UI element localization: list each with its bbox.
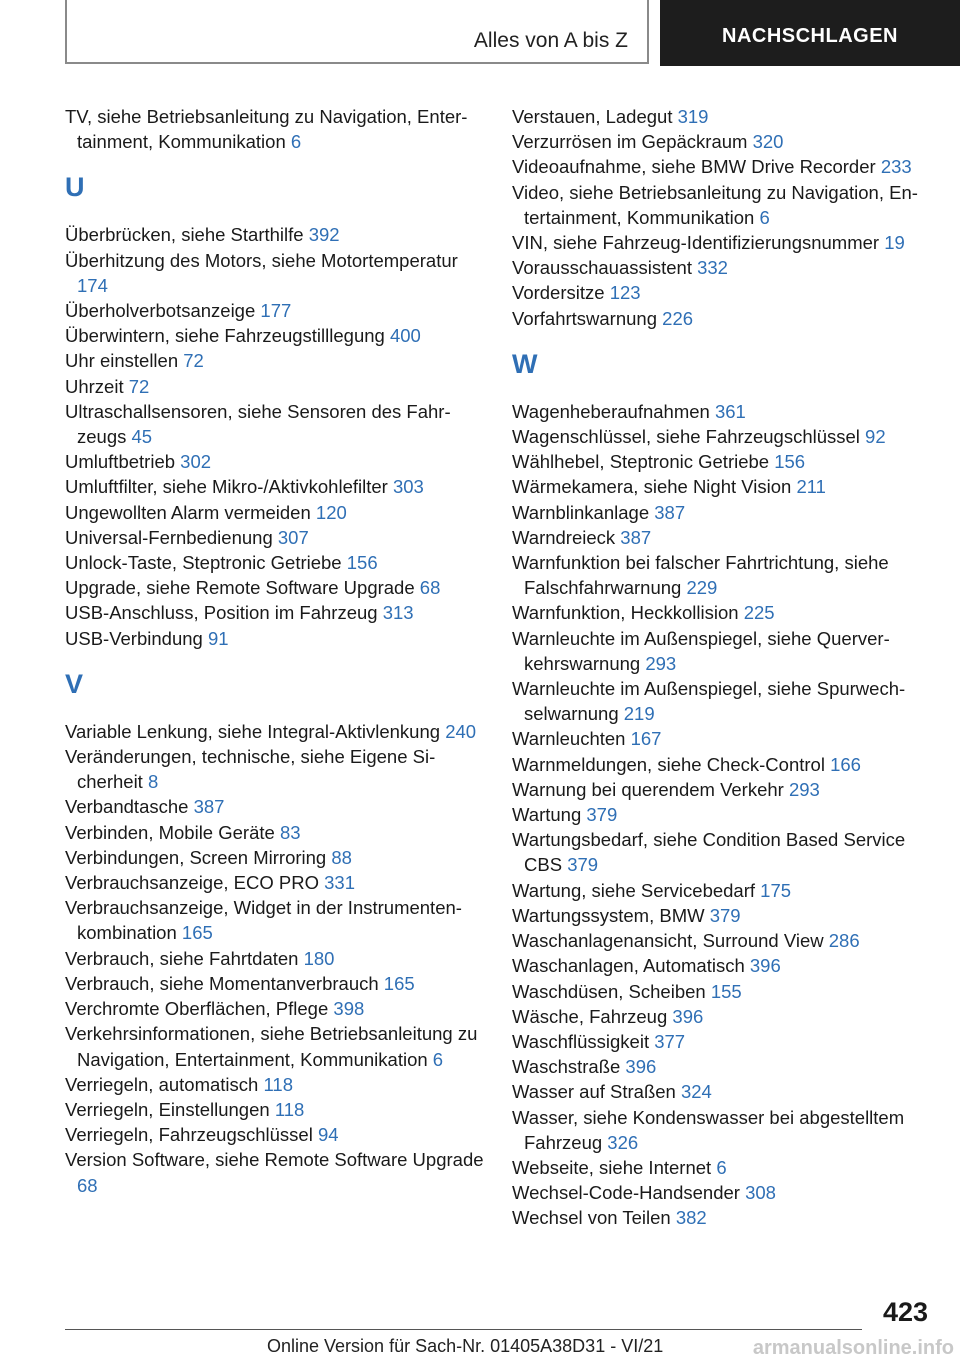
index-entry-page-link[interactable]: 240	[445, 720, 477, 742]
index-entry-page-link[interactable]: 92	[865, 426, 886, 448]
index-entry-page-link[interactable]: 211	[796, 476, 826, 498]
index-entry-page-link[interactable]: 165	[181, 922, 213, 944]
header-section-title: Alles von A bis Z	[473, 29, 628, 52]
index-entry-text: Ultraschallsensoren, siehe Sensoren des Fahrzeugs	[65, 400, 451, 448]
index-entry	[65, 104, 485, 154]
index-entry-page-link[interactable]: 302	[180, 451, 212, 473]
index-entry-text: Verriegeln, automatisch	[65, 1073, 259, 1095]
index-entry	[512, 399, 942, 424]
index-entry-page-link[interactable]: 331	[324, 872, 356, 894]
index-entry	[65, 449, 485, 474]
index-entry	[65, 474, 485, 499]
index-entry	[512, 1205, 942, 1230]
index-entry	[512, 953, 942, 978]
index-entry-text: Videoaufnahme, siehe BMW Drive Recorder	[512, 156, 876, 178]
index-entry	[65, 946, 485, 971]
index-column-left	[65, 104, 485, 1198]
index-entry-page-link[interactable]: 118	[263, 1073, 293, 1095]
index-entry	[65, 996, 485, 1021]
index-entry-page-link[interactable]: 332	[697, 257, 728, 279]
index-entry-page-link[interactable]: 293	[788, 778, 820, 800]
index-entry-text: TV, siehe Betriebsanleitung zu Navigation, Entertainment, Kommunikation	[65, 106, 468, 153]
index-entry-text: Verstauen, Ladegut	[512, 106, 673, 127]
index-entry	[512, 230, 942, 255]
index-entry-page-link[interactable]: 68	[77, 1174, 98, 1196]
index-entry	[65, 1097, 485, 1122]
index-entry	[65, 971, 485, 996]
index-entry-page-link[interactable]: 68	[419, 577, 441, 599]
index-entry-text: Veränderungen, technische, siehe Eigene Sicherheit	[65, 746, 436, 793]
index-entry-page-link[interactable]: 379	[567, 854, 599, 876]
index-entry	[65, 525, 485, 550]
index-entry-text: Version Software, siehe Remote Software Upgrade	[65, 1149, 484, 1171]
online-version-note: Online Version für Sach-Nr. 01405A38D31 - VI/21	[267, 1336, 664, 1356]
index-entry-text: Wärmekamera, siehe Night Vision	[512, 476, 792, 498]
index-entry-page-link[interactable]: 286	[828, 930, 860, 952]
index-entry-text: Wechsel-Code-Handsender	[512, 1182, 740, 1204]
index-entry	[512, 104, 942, 129]
index-entry-text: Wechsel von Teilen	[512, 1207, 671, 1229]
index-entry-text: Wartung, siehe Servicebedarf	[512, 879, 756, 901]
index-entry	[512, 752, 942, 777]
index-entry-page-link[interactable]: 6	[716, 1156, 727, 1178]
index-entry-page-link[interactable]: 166	[830, 753, 861, 775]
index-entry-text: Waschflüssigkeit	[512, 1030, 650, 1052]
index-entry-text: Verbandtasche	[65, 796, 189, 818]
index-entry-page-link[interactable]: 19	[884, 232, 905, 254]
index-entry-page-link[interactable]: 392	[308, 224, 340, 246]
index-entry	[512, 626, 942, 676]
index-entry-text: Warndreieck	[512, 526, 616, 548]
index-entry-page-link[interactable]: 377	[654, 1030, 686, 1052]
index-entry-page-link[interactable]: 379	[709, 904, 741, 926]
index-entry	[65, 374, 485, 399]
index-entry-page-link[interactable]: 6	[290, 131, 302, 153]
header-tab-nachschlagen[interactable]: NACHSCHLAGEN	[660, 0, 960, 66]
index-entry-page-link[interactable]: 396	[672, 1005, 704, 1027]
index-entry-text: Wäsche, Fahrzeug	[512, 1005, 668, 1027]
index-entry-text: Verriegeln, Einstellungen	[65, 1098, 270, 1120]
index-entry-text: Wasser auf Straßen	[512, 1081, 676, 1103]
index-entry	[512, 827, 942, 877]
index-entry-page-link[interactable]: 226	[662, 307, 694, 329]
index-entry-text: Waschstraße	[512, 1056, 621, 1078]
index-entry-page-link[interactable]: 293	[645, 652, 677, 674]
index-entry-page-link[interactable]: 313	[382, 602, 414, 624]
index-entry-text: Verbrauch, siehe Momentanverbrauch	[65, 972, 379, 994]
index-entry	[512, 424, 942, 449]
index-entry-page-link[interactable]: 361	[714, 400, 746, 422]
index-entry-page-link[interactable]: 123	[609, 282, 641, 304]
index-entry-text: Warnleuchten	[512, 728, 626, 750]
index-entry	[65, 794, 485, 819]
index-entry	[65, 1122, 485, 1147]
page-number: 423	[882, 1297, 928, 1327]
index-column-right	[512, 104, 942, 1231]
index-entry-page-link[interactable]: 6	[759, 206, 770, 228]
index-entry-page-link[interactable]: 174	[77, 274, 108, 296]
index-entry	[65, 600, 485, 625]
index-entry	[512, 979, 942, 1004]
index-entry	[512, 928, 942, 953]
index-entry	[512, 777, 942, 802]
index-entry-text: Verbrauch, siehe Fahrtdaten	[65, 947, 299, 969]
index-entry-text: Verchromte Oberflächen, Pflege	[65, 998, 329, 1020]
index-entry	[512, 1029, 942, 1054]
index-entry-text: Überholverbotsanzeige	[65, 300, 256, 322]
index-entry-page-link[interactable]: 319	[677, 106, 709, 127]
index-entry	[512, 525, 942, 550]
index-entry	[512, 255, 942, 280]
index-entry	[65, 870, 485, 895]
index-entry-text: Überhitzung des Motors, siehe Motortemperatur	[65, 249, 458, 271]
index-entry-text: USB-Verbindung	[65, 627, 203, 649]
index-entry	[512, 726, 942, 751]
index-entry-text: Verbrauchsanzeige, Widget in der Instrumentenkombination	[65, 897, 462, 944]
index-entry-text: Verbrauchsanzeige, ECO PRO	[65, 872, 319, 894]
index-entry-page-link[interactable]: 225	[743, 602, 775, 624]
watermark-logo: armanualsonline.info	[752, 1337, 954, 1359]
index-entry-page-link[interactable]: 8	[147, 771, 159, 793]
index-entry-page-link[interactable]: 396	[625, 1056, 657, 1078]
index-entry	[65, 1072, 485, 1097]
index-entry-page-link[interactable]: 94	[317, 1124, 339, 1146]
index-entry-page-link[interactable]: 165	[383, 972, 415, 994]
index-entry-text: Vorfahrtswarnung	[512, 307, 658, 329]
index-entry-text: Waschdüsen, Scheiben	[512, 980, 706, 1002]
index-entry-text: Video, siehe Betriebsanleitung zu Navigation, Entertainment, Kommunikation	[512, 181, 918, 228]
index-entry-text: Wasser, siehe Kondenswasser bei abgestelltem Fahrzeug	[512, 1106, 905, 1153]
index-entry-page-link[interactable]: 180	[303, 947, 335, 969]
index-entry-text: Verzurrösen im Gepäckraum	[512, 131, 748, 153]
index-entry	[65, 298, 485, 323]
index-entry	[512, 474, 942, 499]
index-entry	[65, 626, 485, 651]
index-entry-page-link[interactable]: 396	[749, 955, 781, 977]
index-entry-page-link[interactable]: 233	[880, 156, 912, 178]
index-entry-text: USB-Anschluss, Position im Fahrzeug	[65, 602, 378, 624]
index-letter-heading: V	[65, 668, 84, 699]
index-entry	[512, 878, 942, 903]
index-entry-text: Warnblinkanlage	[512, 501, 650, 523]
index-entry	[65, 222, 485, 247]
index-entry-text: Wartungsbedarf, siehe Condition Based Service CBS	[512, 829, 906, 876]
index-entry	[512, 676, 942, 726]
index-entry-text: Überbrücken, siehe Starthilfe	[65, 224, 304, 246]
index-entry	[512, 280, 942, 305]
index-entry-page-link[interactable]: 387	[654, 501, 686, 523]
index-entry-text: Uhr einstellen	[65, 350, 179, 372]
index-entry-text: Ungewollten Alarm vermeiden	[65, 501, 311, 523]
index-entry	[65, 348, 485, 373]
index-entry-text: Warnfunktion, Heckkollision	[512, 602, 739, 624]
index-entry-text: Umluftbetrieb	[65, 451, 176, 473]
index-entry-text: Warnmeldungen, siehe Check-Control	[512, 753, 825, 775]
index-entry	[512, 1155, 942, 1180]
index-entry	[65, 323, 485, 348]
index-entry-page-link[interactable]: 72	[183, 350, 204, 372]
index-entry	[512, 1054, 942, 1079]
index-entry-text: Upgrade, siehe Remote Software Upgrade	[65, 577, 415, 599]
index-entry-page-link[interactable]: 400	[389, 325, 421, 347]
index-entry-text: Vordersitze	[512, 282, 605, 304]
index-entry-text: Wartung	[512, 804, 582, 826]
index-entry-page-link[interactable]: 91	[207, 627, 229, 649]
index-entry-page-link[interactable]: 379	[586, 804, 618, 826]
index-entry-page-link[interactable]: 326	[607, 1131, 639, 1153]
index-entry-text: Verbinden, Mobile Geräte	[65, 821, 275, 843]
index-entry	[65, 500, 485, 525]
index-entry-page-link[interactable]: 219	[623, 703, 655, 725]
index-entry-page-link[interactable]: 324	[680, 1081, 712, 1103]
index-entry-page-link[interactable]: 177	[260, 300, 292, 322]
index-entry-text: Unlock-Taste, Steptronic Getriebe	[65, 552, 342, 574]
index-entry-text: VIN, siehe Fahrzeug-Identifizierungsnummer	[512, 232, 880, 254]
index-entry-page-link[interactable]: 387	[193, 796, 225, 818]
index-entry	[65, 1021, 485, 1071]
index-entry	[512, 1105, 942, 1155]
index-entry-text: Universal-Fernbedienung	[65, 526, 273, 548]
index-entry-page-link[interactable]: 118	[274, 1098, 305, 1120]
index-entry-text: Warnung bei querendem Verkehr	[512, 778, 784, 800]
index-entry	[512, 154, 942, 179]
index-entry	[512, 1004, 942, 1029]
index-entry-text: Warnleuchte im Außenspiegel, siehe Querverkehrswarnung	[512, 627, 890, 674]
index-entry	[512, 500, 942, 525]
index-entry	[65, 820, 485, 845]
index-entry	[512, 1180, 942, 1205]
index-entry-page-link[interactable]: 155	[710, 980, 742, 1002]
index-entry-page-link[interactable]: 45	[131, 426, 153, 448]
index-entry-page-link[interactable]: 303	[392, 476, 424, 498]
index-entry-page-link[interactable]: 167	[630, 728, 662, 750]
index-entry	[65, 1147, 485, 1197]
index-entry-text: Warnleuchte im Außenspiegel, siehe Spurwechselwarnung	[512, 678, 906, 725]
index-entry-text: Vorausschauassistent	[512, 257, 692, 279]
index-entry	[65, 845, 485, 870]
index-entry-page-link[interactable]: 83	[279, 821, 301, 843]
index-entry-page-link[interactable]: 307	[277, 526, 309, 548]
index-entry	[512, 550, 942, 600]
index-entry-page-link[interactable]: 6	[432, 1048, 444, 1070]
index-entry-text: Uhrzeit	[65, 375, 124, 397]
index-entry-text: Verriegeln, Fahrzeugschlüssel	[65, 1124, 313, 1146]
index-entry	[512, 129, 942, 154]
index-entry-page-link[interactable]: 398	[333, 998, 365, 1020]
index-entry-page-link[interactable]: 156	[774, 451, 806, 473]
index-entry-text: Wagenschlüssel, siehe Fahrzeugschlüssel	[512, 426, 860, 448]
index-entry-page-link[interactable]: 72	[128, 375, 150, 397]
index-entry-text: Überwintern, siehe Fahrzeugstilllegung	[65, 325, 385, 347]
index-entry-page-link[interactable]: 308	[745, 1182, 776, 1204]
index-entry	[65, 550, 485, 575]
index-entry-text: Wählhebel, Steptronic Getriebe	[512, 451, 770, 473]
index-entry-page-link[interactable]: 229	[686, 577, 718, 599]
index-entry-page-link[interactable]: 382	[675, 1207, 707, 1229]
index-entry	[512, 600, 942, 625]
index-entry	[512, 306, 942, 331]
index-entry-text: Waschanlagenansicht, Surround View	[512, 930, 824, 952]
index-entry-text: Verkehrsinformationen, siehe Betriebsanleitung zu Navigation, Entertainment, Kommunikation	[65, 1023, 478, 1070]
index-entry	[512, 1079, 942, 1104]
index-letter-heading: U	[65, 172, 85, 203]
index-entry	[65, 399, 485, 449]
index-entry	[512, 180, 942, 230]
index-entry	[65, 895, 485, 945]
index-entry-page-link[interactable]: 88	[331, 846, 352, 868]
index-entry	[65, 248, 485, 298]
index-entry-page-link[interactable]: 387	[620, 526, 652, 548]
index-entry-page-link[interactable]: 156	[346, 552, 378, 574]
index-entry-text: Webseite, siehe Internet	[512, 1156, 712, 1178]
index-entry-page-link[interactable]: 320	[752, 131, 784, 153]
index-entry-text: Waschanlagen, Automatisch	[512, 955, 745, 977]
index-entry	[65, 744, 485, 794]
index-entry	[512, 802, 942, 827]
index-entry	[65, 575, 485, 600]
index-entry	[512, 903, 942, 928]
index-entry-page-link[interactable]: 175	[760, 879, 792, 901]
index-entry-text: Variable Lenkung, siehe Integral-Aktivlenkung	[65, 720, 441, 742]
footer-divider	[65, 1329, 862, 1330]
index-entry-text: Wagenheberaufnahmen	[512, 400, 710, 422]
index-entry	[65, 719, 485, 744]
index-entry-text: Umluftfilter, siehe Mikro-/Aktivkohlefilter	[65, 476, 388, 498]
index-entry-text: Warnfunktion bei falscher Fahrtrichtung, siehe Falschfahrwarnung	[512, 552, 889, 599]
index-entry-text: Wartungssystem, BMW	[512, 904, 705, 926]
index-letter-heading: W	[512, 348, 538, 379]
index-entry-text: Verbindungen, Screen Mirroring	[65, 846, 327, 868]
index-entry-page-link[interactable]: 120	[315, 501, 347, 523]
index-entry	[512, 449, 942, 474]
